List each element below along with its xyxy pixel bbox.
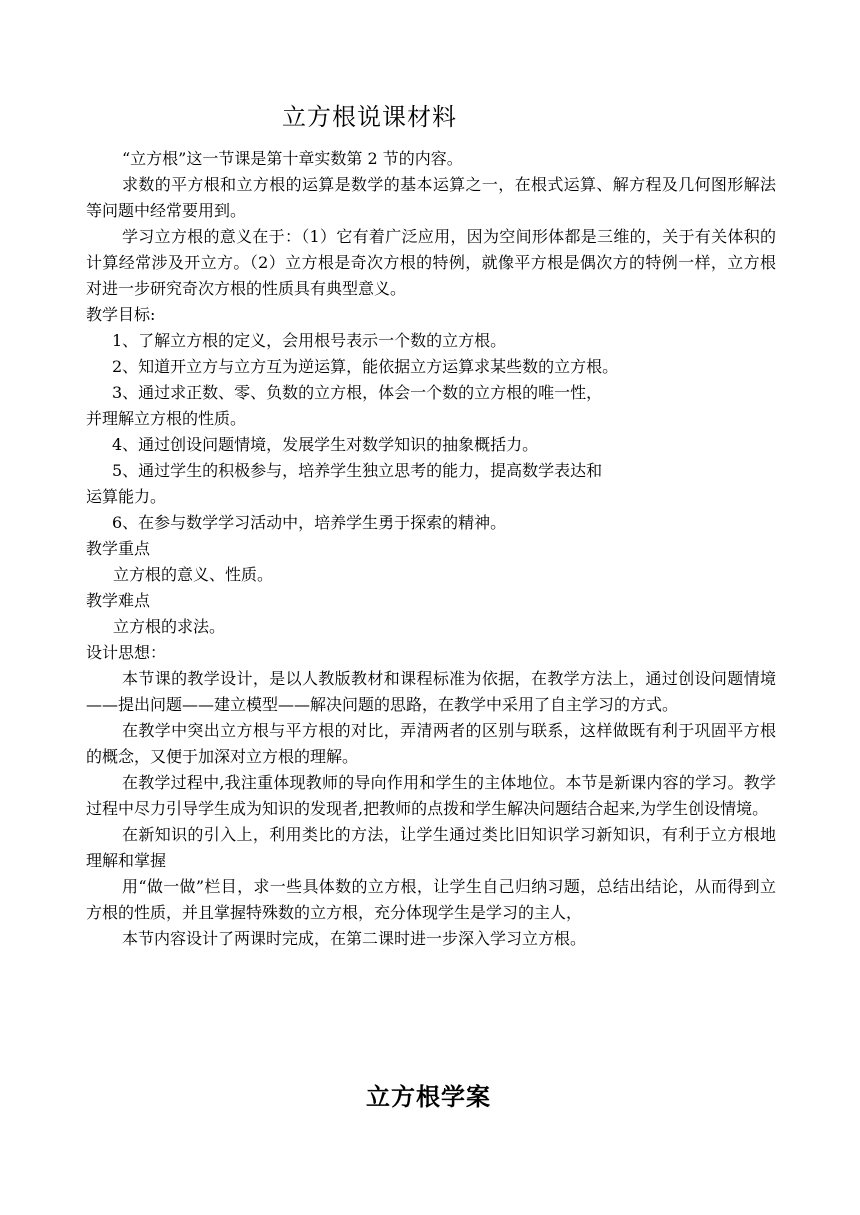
difficulty-text: 立方根的求法。	[113, 617, 226, 636]
objective-item: 6、在参与数学学习活动中，培养学生勇于探索的精神。	[112, 513, 507, 532]
basic-operation-paragraph: 求数的平方根和立方根的运算是数学的基本运算之一，在根式运算、解方程及几何图形解法等问题中经常要用到。	[86, 175, 776, 220]
design-paragraph: 用“做一做”栏目，求一些具体数的立方根，让学生自己归纳习题，总结出结论，从而得到立方根的性质，并且掌握特殊数的立方根，充分体现学生是学习的主人，	[86, 877, 776, 922]
significance-paragraph: 学习立方根的意义在于：（1）它有着广泛应用，因为空间形体都是三维的，关于有关体积的计算经常涉及开立方。（2）立方根是奇次方根的特例，就像平方根是偶次方的特例一样，立方根对进一步研究奇次方根的性质具有典型意义。	[86, 227, 776, 298]
key-points-heading: 教学重点	[86, 539, 151, 558]
design-paragraph: 在教学过程中,我注重体现教师的导向作用和学生的主体地位。本节是新课内容的学习。教学过程中尽力引导学生成为知识的发现者,把教师的点拨和学生解决问题结合起来,为学生创设情境。	[86, 773, 776, 818]
design-paragraph: 本节内容设计了两课时完成，在第二课时进一步深入学习立方根。	[122, 929, 587, 948]
document-body	[86, 146, 776, 952]
objectives-heading: 教学目标:	[86, 305, 156, 324]
key-points-text: 立方根的意义、性质。	[113, 565, 274, 584]
design-paragraph: 在教学中突出立方根与平方根的对比，弄清两者的区别与联系，这样做既有利于巩固平方根的概念，又便于加深对立方根的理解。	[86, 721, 776, 766]
objective-item-continuation: 并理解立方根的性质。	[86, 409, 247, 428]
objective-item: 1、了解立方根的定义，会用根号表示一个数的立方根。	[112, 331, 507, 350]
objective-item: 3、通过求正数、零、负数的立方根，体会一个数的立方根的唯一性，	[112, 383, 603, 402]
second-section-title: 立方根学案	[366, 1082, 491, 1111]
design-heading: 设计思想：	[86, 643, 167, 662]
objective-item-continuation: 运算能力。	[86, 487, 167, 506]
objective-item: 5、通过学生的积极参与，培养学生独立思考的能力，提高数学表达和	[112, 461, 603, 480]
document-title: 立方根说课材料	[282, 103, 457, 131]
intro-paragraph: “立方根”这一节课是第十章实数第 2 节的内容。	[122, 149, 463, 168]
objective-item: 4、通过创设问题情境，发展学生对数学知识的抽象概括力。	[112, 435, 539, 454]
difficulty-heading: 教学难点	[86, 591, 151, 610]
objective-item: 2、知道开立方与立方互为逆运算，能依据立方运算求某些数的立方根。	[112, 357, 619, 376]
design-paragraph: 本节课的教学设计，是以人教版教材和课程标准为依据，在教学方法上，通过创设问题情境——提出问题——建立模型——解决问题的思路，在教学中采用了自主学习的方式。	[86, 669, 776, 714]
design-paragraph: 在新知识的引入上，利用类比的方法，让学生通过类比旧知识学习新知识，有利于立方根地理解和掌握	[86, 825, 776, 870]
